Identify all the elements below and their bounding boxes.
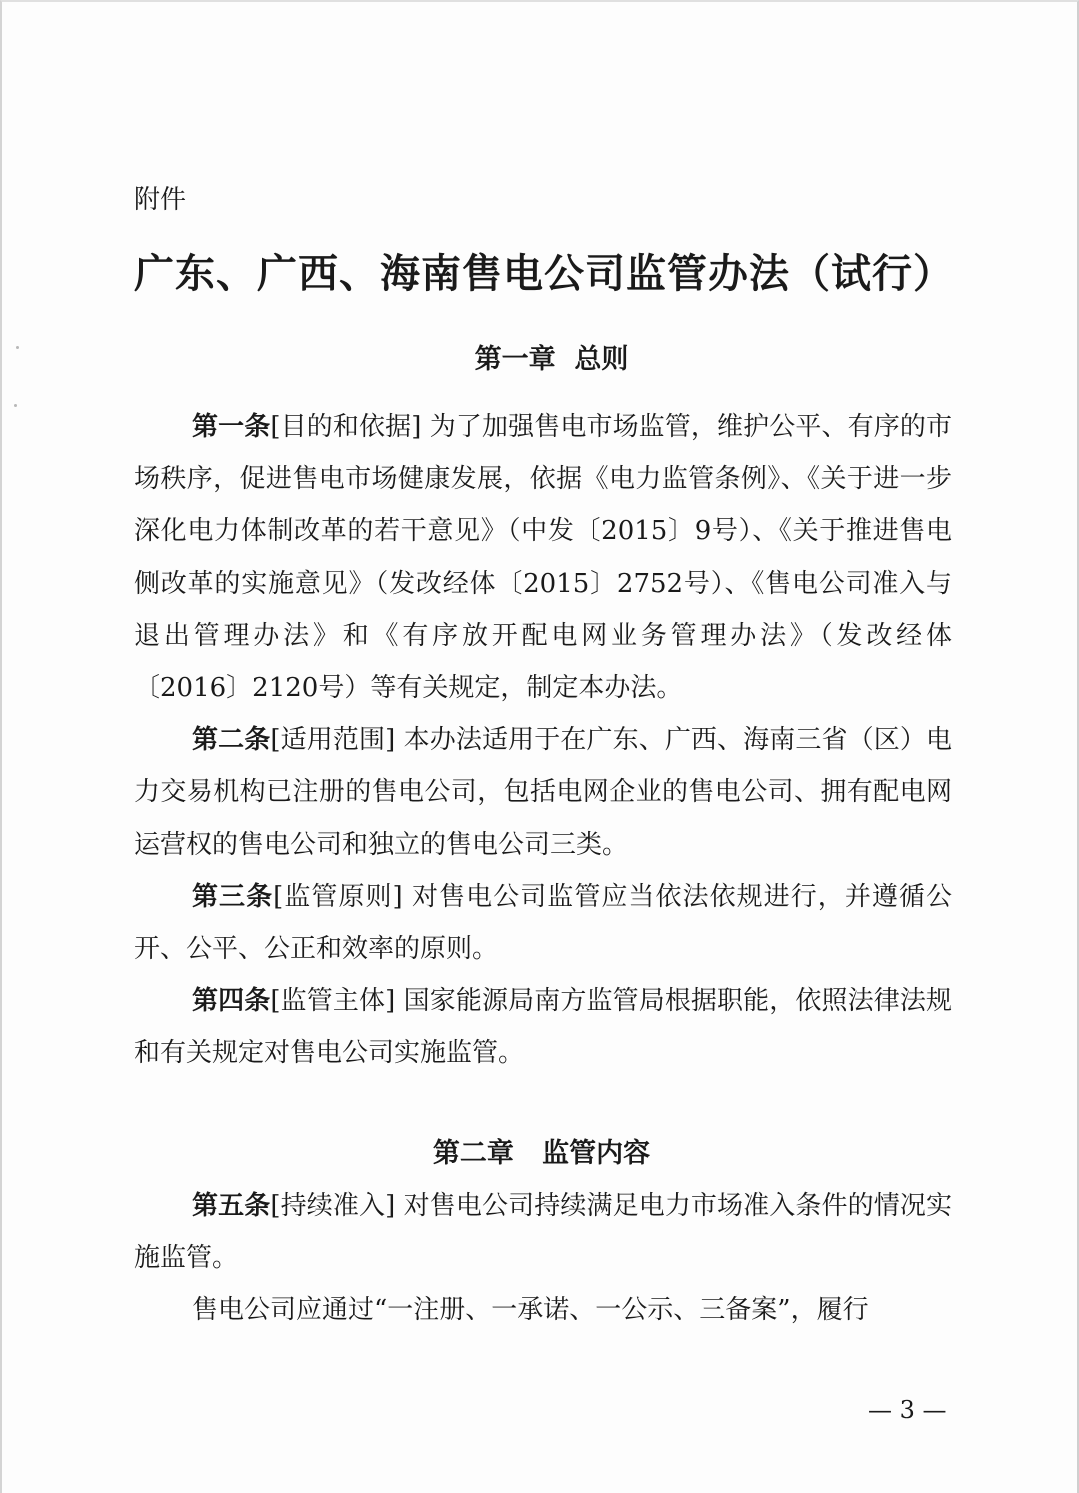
article-4-label: 第四条 — [192, 986, 271, 1017]
scan-speck — [14, 404, 17, 407]
article-5-heading: [持续准入] — [270, 1191, 396, 1221]
article-5 — [134, 1180, 952, 1284]
document-title: 广东、广西、海南售电公司监管办法（试行） — [134, 250, 954, 297]
article-4 — [134, 975, 952, 1079]
article-4-heading: [监管主体] — [270, 986, 396, 1017]
chapter-2-body — [134, 1180, 952, 1337]
article-2 — [134, 714, 952, 871]
article-1-label: 第一条 — [192, 412, 271, 442]
article-3-text: 对售电公司监管应当依法依规进行，并遵循公开、公平、公正和效率的原则。 — [134, 881, 952, 965]
article-3 — [134, 871, 952, 975]
chapter-2-heading: 第二章 监管内容 — [432, 1138, 651, 1169]
article-2-label: 第二条 — [192, 725, 271, 756]
article-5-label: 第五条 — [192, 1191, 271, 1221]
article-2-heading: [适用范围] — [270, 725, 396, 756]
article-2-text: 本办法适用于在广东、广西、海南三省（区）电力交易机构已注册的售电公司，包括电网企业的售电公司、拥有配电网运营权的售电公司和独立的售电公司三类。 — [134, 725, 952, 860]
article-1 — [134, 401, 952, 714]
article-3-label: 第三条 — [192, 881, 274, 912]
article-3-heading: [监管原则] — [273, 881, 403, 912]
attachment-label: 附件 — [134, 185, 187, 215]
page-number: — 3 — — [868, 1396, 947, 1424]
chapter-1-body — [134, 401, 952, 1080]
article-1-heading: [目的和依据] — [270, 412, 422, 442]
article-4-text: 国家能源局南方监管局根据职能，依照法律法规和有关规定对售电公司实施监管。 — [134, 986, 952, 1069]
article-5-continuation: 售电公司应通过“一注册、一承诺、一公示、三备案”，履行 — [192, 1295, 869, 1326]
article-5-text: 对售电公司持续满足电力市场准入条件的情况实施监管。 — [134, 1191, 952, 1274]
article-1-text: 为了加强售电市场监管，维护公平、有序的市场秩序，促进售电市场健康发展，依据《电力监管条例》、《关于进一步深化电力体制改革的若干意见》（中发〔2015〕9号）、《关于推进售电侧改革的实施意见》（发改经体〔2015〕2752号）、《售电公司准入与退出管理办法》和《有序放开配电网业务管理办法》（发改经体〔2016〕2120号）等有关规定，制定本办法。 — [134, 412, 952, 704]
chapter-1-heading: 第一章 总则 — [474, 344, 629, 375]
